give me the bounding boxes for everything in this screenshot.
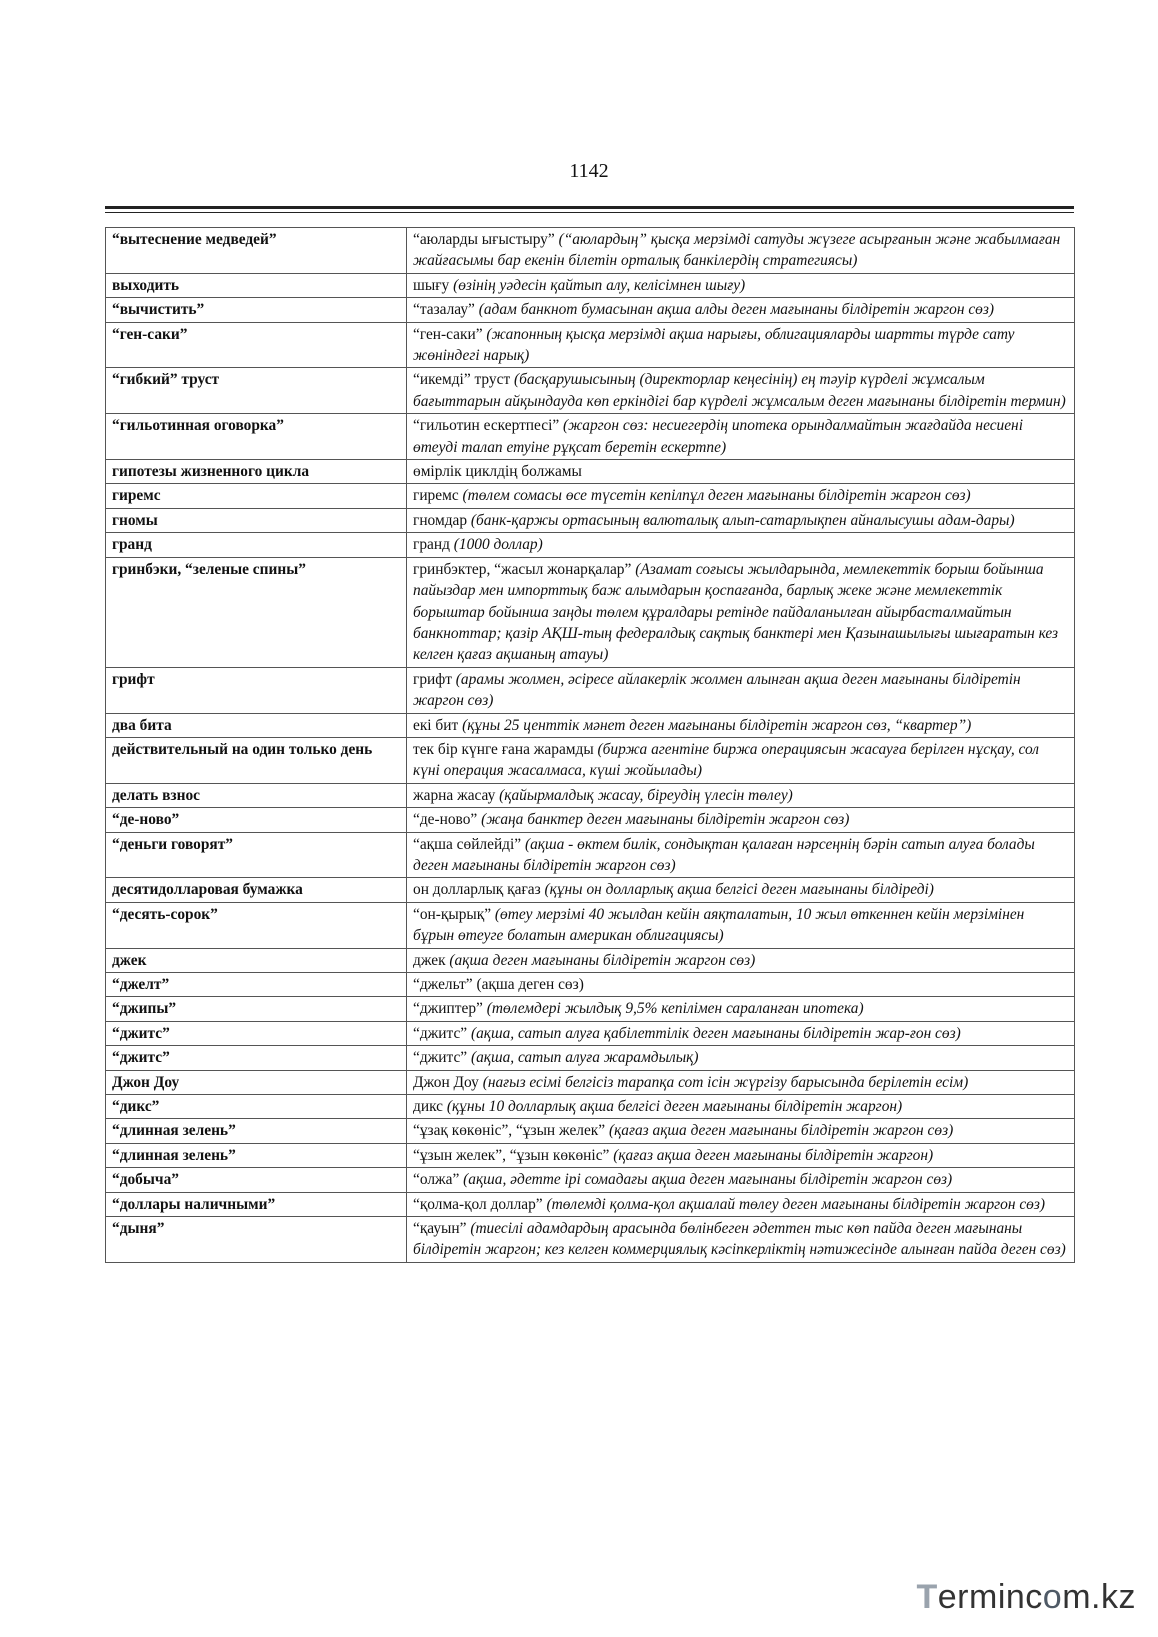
term-cell: “джипы”	[106, 997, 407, 1021]
table-row	[106, 1168, 1075, 1192]
definition-cell	[407, 1192, 1075, 1216]
gloss-text: (басқарушысының (директорлар кеңесінің) ең тәуір күрделі жұмсалым бағыттарын айқындауда көп еркіндігі бар күрделі жұмсалым деген мағынаны білдіретін термин)	[413, 371, 1066, 410]
table-row	[106, 948, 1075, 972]
translation-text: “он-қырық”	[413, 905, 495, 923]
definition-cell	[407, 298, 1075, 322]
glossary-body	[106, 228, 1075, 1263]
table-row	[106, 713, 1075, 737]
table-row	[106, 1143, 1075, 1167]
translation-text: жарна жасау	[413, 786, 500, 804]
table-row	[106, 322, 1075, 368]
definition-cell	[407, 997, 1075, 1021]
definition-cell	[407, 902, 1075, 948]
translation-text: тек бір күнге ғана жарамды	[413, 740, 598, 758]
table-row	[106, 997, 1075, 1021]
gloss-text: (адам банкнот бумасынан ақша алды деген мағынаны білдіретін жаргон сөз)	[478, 301, 994, 319]
translation-text: “қауын”	[413, 1220, 471, 1238]
translation-text: шығу	[413, 276, 454, 294]
term-cell: “гильотинная оговорка”	[106, 414, 407, 460]
translation-text: “джиптер”	[413, 1000, 487, 1018]
gloss-text: (ақша - өктем билік, сондықтан қалаған нәрсеңнің бәрін сатып алуға болады деген мағынаны білдіретін жаргон сөз)	[413, 835, 1035, 874]
term-cell: два бита	[106, 713, 407, 737]
table-row	[106, 508, 1075, 532]
logo-text-end: m.kz	[1062, 1578, 1136, 1616]
definition-cell	[407, 783, 1075, 807]
gloss-text: (арамы жолмен, әсіресе айлакерлік жолмен алынған ақша деген мағынаны білдіретін жаргон сөз)	[413, 670, 1021, 710]
gloss-text: (төлемдері жылдық 9,5% кепілімен сараланған ипотека)	[486, 1000, 864, 1018]
translation-text: “қолма-қол доллар”	[413, 1195, 547, 1213]
table-row	[106, 808, 1075, 832]
definition-cell	[407, 832, 1075, 878]
gloss-text: (ақша деген мағынаны білдіретін жаргон сөз)	[449, 951, 756, 969]
translation-text: “джитс”	[413, 1049, 471, 1067]
gloss-text: (ақша, сатып алуға қабілеттілік деген мағынаны білдіретін жар-ғон сөз)	[470, 1024, 961, 1042]
definition-cell	[407, 1095, 1075, 1119]
term-cell: “гибкий” труст	[106, 368, 407, 414]
term-cell: грифт	[106, 667, 407, 713]
term-cell: “вытеснение медведей”	[106, 228, 407, 274]
gloss-text: (қағаз ақша деген мағынаны білдіретін жаргон)	[613, 1146, 934, 1164]
table-row	[106, 298, 1075, 322]
term-cell: гипотезы жизненного цикла	[106, 460, 407, 484]
translation-text: екі бит	[413, 716, 463, 734]
definition-cell	[407, 484, 1075, 508]
term-cell: “джитс”	[106, 1021, 407, 1045]
translation-text: грифт	[413, 670, 456, 688]
term-cell: десятидолларовая бумажка	[106, 878, 407, 902]
logo-text-mid: erminc	[937, 1578, 1043, 1616]
term-cell: гринбэки, “зеленые спины”	[106, 557, 407, 667]
term-cell: делать взнос	[106, 783, 407, 807]
term-cell: джек	[106, 948, 407, 972]
translation-text: дикс	[413, 1098, 447, 1116]
definition-cell	[407, 948, 1075, 972]
translation-text: “ген-саки”	[413, 325, 487, 343]
translation-text: он долларлық қағаз	[413, 881, 545, 899]
glossary-table	[105, 227, 1075, 1263]
translation-text: “икемді” труст	[413, 371, 515, 389]
definition-cell	[407, 973, 1075, 997]
gloss-text: (құны 10 долларлық ақша белгісі деген мағынаны білдіретін жаргон)	[446, 1098, 903, 1116]
term-cell: выходить	[106, 273, 407, 297]
term-cell: Джон Доу	[106, 1070, 407, 1094]
definition-cell	[407, 878, 1075, 902]
definition-cell	[407, 273, 1075, 297]
gloss-text: (өзінің уәдесін қайтып алу, келісімнен шығу)	[453, 276, 746, 294]
definition-cell	[407, 1143, 1075, 1167]
translation-text: “аюларды ығыстыру”	[413, 231, 559, 248]
table-row	[106, 1095, 1075, 1119]
definition-cell	[407, 1046, 1075, 1070]
term-cell: “де-ново”	[106, 808, 407, 832]
table-row	[106, 1070, 1075, 1094]
table-row	[106, 832, 1075, 878]
term-cell: гиремс	[106, 484, 407, 508]
table-row	[106, 228, 1075, 274]
translation-text: гномдар	[413, 511, 471, 529]
gloss-text: (банк-қаржы ортасының валюталық алып-сатарлықпен айналысушы адам-дары)	[470, 511, 1015, 529]
table-row	[106, 783, 1075, 807]
gloss-text: (жапонның қысқа мерзімді ақша нарығы, облигацияларды шартты түрде сату жөніндегі нарық)	[413, 325, 1015, 365]
definition-cell	[407, 808, 1075, 832]
logo-letter-t: T	[916, 1578, 938, 1616]
translation-text: өмірлік циклдің болжамы	[413, 463, 582, 481]
definition-cell	[407, 557, 1075, 667]
translation-text: гиремс	[413, 487, 463, 505]
translation-text: “олжа”	[413, 1171, 464, 1189]
term-cell: “вычистить”	[106, 298, 407, 322]
definition-cell	[407, 1168, 1075, 1192]
term-cell: гномы	[106, 508, 407, 532]
translation-text: “гильотин ескертпесі”	[413, 417, 564, 435]
translation-text: “ақша сөйлейді”	[413, 835, 525, 853]
gloss-text: (“аюлардың” қысқа мерзімді сатуды жүзеге асырғанын және жабылмаған жайғасымы бар екенін білетін орталық банкілердің стратегиясы)	[413, 231, 1061, 270]
page-number: 1142	[569, 160, 609, 182]
gloss-text: (қағаз ақша деген мағынаны білдіретін жаргон сөз)	[608, 1122, 954, 1140]
gloss-text: (қайырмалдық жасау, біреудің үлесін төлеу)	[499, 786, 793, 804]
gloss-text: (биржа агентіне биржа операциясын жасауға берілген нұсқау, сол күні операция жасалмаса, күші жойылады)	[413, 740, 1040, 780]
translation-text: гранд	[413, 536, 454, 554]
table-row	[106, 1192, 1075, 1216]
definition-cell	[407, 508, 1075, 532]
definition-cell	[407, 713, 1075, 737]
term-cell: гранд	[106, 533, 407, 557]
term-cell: действительный на один только день	[106, 737, 407, 783]
table-row	[106, 557, 1075, 667]
definition-cell	[407, 322, 1075, 368]
gloss-text: (тиесілі адамдардың арасында бөлінбеген әдеттен тыс көп пайда деген мағынаны білдіретін жаргон; кез келген коммерциялық кәсіпкерліктің нәтижесінде алынған пайда деген сөз)	[413, 1220, 1066, 1259]
translation-text: “джитс”	[413, 1024, 471, 1042]
definition-cell	[407, 1119, 1075, 1143]
table-row	[106, 973, 1075, 997]
table-row	[106, 1217, 1075, 1263]
translation-text: Джон Доу	[413, 1073, 483, 1091]
table-row	[106, 902, 1075, 948]
gloss-text: (Азамат соғысы жылдарында, мемлекеттік борыш бойынша пайыздар мен импорттық баж алымдарын қоспағанда, барлық жеке және мемлекеттік борыштар бойынша заңды төлем құралдары ретінде пайдаланылған айырбасталмайтын банкноттар; қазір АҚШ-тың федералдық сақтық банктері мен Қазынашылығы шығаратын кез келген қағаз ақшаның атауы)	[413, 560, 1059, 664]
term-cell: “доллары наличными”	[106, 1192, 407, 1216]
term-cell: “ген-саки”	[106, 322, 407, 368]
gloss-text: (ақша, сатып алуға жарамдылық)	[470, 1049, 699, 1067]
term-cell: “длинная зелень”	[106, 1119, 407, 1143]
termincom-logo	[916, 1578, 1136, 1617]
table-row	[106, 1119, 1075, 1143]
gloss-text: (жаргон сөз: несиегердің ипотека орындалмайтын жағдайда несиені өтеуді талап етуіне рұқсат беретін ескертпе)	[413, 417, 1023, 456]
header-rule-thin	[105, 212, 1074, 213]
table-row	[106, 737, 1075, 783]
translation-text: “тазалау”	[413, 301, 479, 319]
term-cell: “деньги говорят”	[106, 832, 407, 878]
header-rule-thick	[105, 206, 1074, 209]
gloss-text: (төлемді қолма-қол ақшалай төлеу деген мағынаны білдіретін жаргон сөз)	[546, 1195, 1046, 1213]
table-row	[106, 667, 1075, 713]
definition-cell	[407, 1217, 1075, 1263]
translation-text: джек	[413, 951, 450, 969]
term-cell: “длинная зелень”	[106, 1143, 407, 1167]
definition-cell	[407, 414, 1075, 460]
translation-text: гринбэктер, “жасыл жонарқалар”	[413, 560, 636, 578]
gloss-text: (нағыз есімі белгісіз тарапқа сот ісін жүргізу барысында берілетін есім)	[482, 1073, 969, 1091]
gloss-text: (құны он долларлық ақша белгісі деген мағынаны білдіреді)	[544, 881, 934, 899]
gloss-text: (өтеу мерзімі 40 жылдан кейін аяқталатын, 10 жыл өткеннен кейін мерзімінен бұрын өтеуге болатын америкaн облигациясы)	[413, 905, 1025, 945]
table-row	[106, 460, 1075, 484]
term-cell: “джитс”	[106, 1046, 407, 1070]
table-row	[106, 1021, 1075, 1045]
translation-text: “джельт” (ақша деген сөз)	[413, 976, 584, 993]
definition-cell	[407, 1021, 1075, 1045]
gloss-text: (құны 25 центтік мәнет деген мағынаны білдіретін жаргон сөз, “квартер”)	[462, 716, 972, 734]
definition-cell	[407, 667, 1075, 713]
translation-text: “де-ново”	[413, 811, 482, 829]
table-row	[106, 484, 1075, 508]
gloss-text: (жаңа банктер деген мағынаны білдіретін жаргон сөз)	[481, 811, 850, 829]
term-cell: “дыня”	[106, 1217, 407, 1263]
definition-cell	[407, 368, 1075, 414]
table-row	[106, 414, 1075, 460]
definition-cell	[407, 460, 1075, 484]
term-cell: “добыча”	[106, 1168, 407, 1192]
term-cell: “джелт”	[106, 973, 407, 997]
definition-cell	[407, 737, 1075, 783]
table-row	[106, 533, 1075, 557]
definition-cell	[407, 228, 1075, 274]
translation-text: “ұзын желек”, “ұзын көкөніс”	[413, 1146, 614, 1164]
term-cell: “десять-сорок”	[106, 902, 407, 948]
table-row	[106, 1046, 1075, 1070]
table-row	[106, 878, 1075, 902]
definition-cell	[407, 533, 1075, 557]
gloss-text: (ақша, әдетте ірі сомадағы ақша деген мағынаны білдіретін жаргон сөз)	[463, 1171, 953, 1189]
logo-letter-o: o	[1042, 1578, 1063, 1616]
gloss-text: (төлем сомасы өсе түсетін кепілпұл деген мағынаны білдіретін жаргон сөз)	[462, 487, 971, 505]
translation-text: “ұзақ көкөніс”, “ұзын желек”	[413, 1122, 609, 1140]
term-cell: “дикс”	[106, 1095, 407, 1119]
gloss-text: (1000 доллар)	[453, 536, 543, 554]
table-row	[106, 273, 1075, 297]
definition-cell	[407, 1070, 1075, 1094]
table-row	[106, 368, 1075, 414]
